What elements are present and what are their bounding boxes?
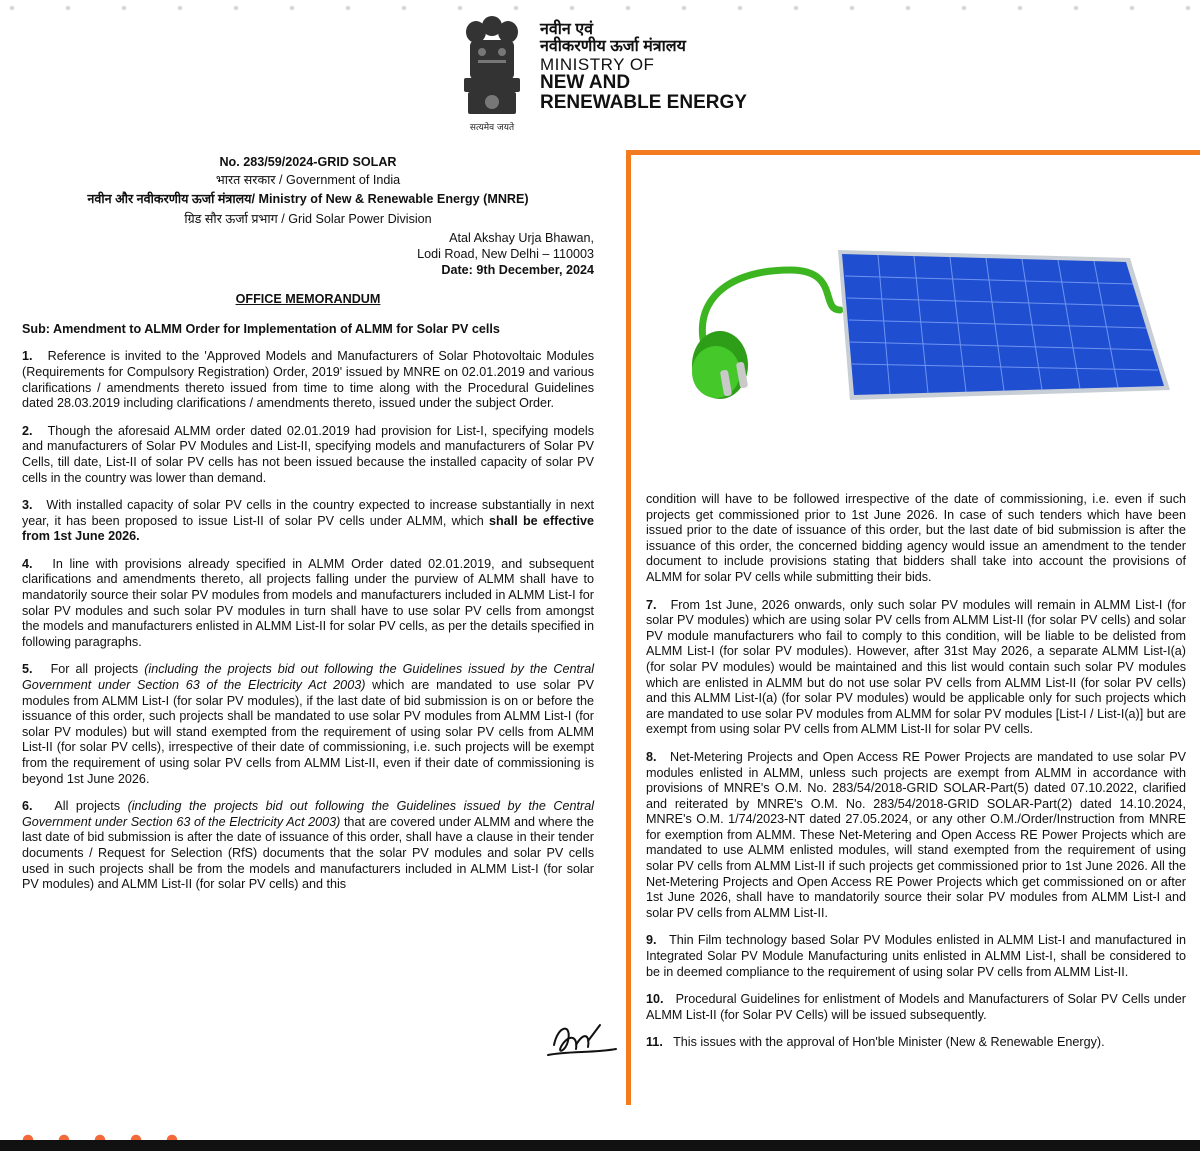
paragraph-11: 11. This issues with the approval of Hon'ble Minister (New & Renewable Energy). bbox=[646, 1035, 1105, 1050]
division-line: ग्रिड सौर ऊर्जा प्रभाग / Grid Solar Power Division bbox=[184, 211, 432, 226]
memo-right-column bbox=[646, 492, 1186, 1051]
ministry-title bbox=[540, 22, 747, 113]
orange-divider-horizontal bbox=[631, 150, 1200, 155]
signature bbox=[544, 1015, 620, 1065]
memo-subject: Sub: Amendment to ALMM Order for Implementation of ALMM for Solar PV cells bbox=[22, 321, 500, 336]
paragraph-5: 5. For all projects (including the projects bid out following the Guidelines issued by the Central Government under Section 63 of the Electricity Act 2003) which are mandated to use solar PV modules from ALMM List-I (for solar PV modules), if the last date of bid submission is on or before the issuance of this order, such projects shall be mandated to use solar PV modules from ALMM List-I (for solar PV modules) but will stand exempted from the requirement of using solar PV cells from ALMM List-II (for solar PV cells), irrespective of their date of commissioning, i.e. such projects will be exempt from the requirement of using solar PV cells from ALMM List-II, even if their date of commissioning is beyond 1st June 2026. bbox=[22, 662, 595, 786]
paragraph-1: 1. Reference is invited to the 'Approved Models and Manufacturers of Solar Photovoltaic Modules (Requirements for Compulsory Registration) Order, 2019' issued by MNRE on 02.01.2019 and various clarifications / amendments thereto issued from time to time along with the Procedural Guidelines dated 28.03.2019 including clarifications / amendments thereto, issued under the subject Order. bbox=[22, 349, 595, 411]
ministry-hindi-line1: नवीन एवं bbox=[540, 21, 593, 38]
solar-panel-icon bbox=[838, 250, 1170, 400]
paragraph-9: 9. Thin Film technology based Solar PV Modules enlisted in ALMM List-I and manufactured in Integrated Solar PV Module Manufacturing units enlisted in ALMM List-I, shall be considered to be in deemed compliance to the requirement of using solar PV cells from ALMM List-II. bbox=[646, 933, 1186, 979]
bottom-bar bbox=[0, 1140, 1200, 1151]
national-emblem-icon bbox=[454, 12, 530, 136]
memo-date: Date: 9th December, 2024 bbox=[441, 262, 594, 277]
paragraph-2: 2. Though the aforesaid ALMM order dated 02.01.2019 had provision for List-I, specifying models and manufacturers of Solar PV Modules and List-II, specifying models and manufacturers of Solar PV Cells, till date, List-II of solar PV cells has not been issued because the installed capacity of solar PV cells in the country was lower than demand. bbox=[22, 423, 594, 485]
orange-divider-vertical bbox=[626, 150, 631, 1105]
ministry-hindi-line2: नवीकरणीय ऊर्जा मंत्रालय bbox=[540, 37, 686, 55]
address-line2: Lodi Road, New Delhi – 110003 bbox=[417, 246, 594, 261]
bottom-dots-decoration bbox=[0, 1133, 200, 1140]
ministry-english-line1: MINISTRY OF bbox=[540, 54, 655, 74]
ministry-english-line2: NEW AND bbox=[540, 72, 631, 94]
paragraph-3: 3. With installed capacity of solar PV cells in the country expected to increase substantially in next year, it has been proposed to issue List-II of solar PV cells under ALMM, which shall be effective from 1st June 2026. bbox=[22, 498, 595, 544]
memo-heading: OFFICE MEMORANDUM bbox=[235, 292, 381, 307]
paragraph-6-continued: condition will have to be followed irrespective of the date of commissioning, i.e. even if such projects get commissioned prior to 1st June 2026. In case of such tenders which have been issued prior to the date of issuance of this order, but the last date of bid submission is after the issuance of this order, the concerned bidding agency would issue an amendment to the tender document to include provisions stating that bidders shall take into account the provisions of ALMM for solar PV cells while submitting their bids. bbox=[646, 492, 1186, 584]
green-plug-icon bbox=[692, 331, 748, 399]
paragraph-7: 7. From 1st June, 2026 onwards, only such solar PV modules will remain in ALMM List-I (for solar PV modules) which are using solar PV cells from ALMM List-II (for solar PV cells) and solar PV module manufacturers who fail to comply to this condition, will be liable to be delisted from ALMM List-I (for solar PV modules). However, after 31st May 2026, a separate ALMM List-I(a) (for solar PV modules) would be maintained and this list would contain such solar PV modules which are enlisted in ALMM but do not use solar PV cells from ALMM List-II (for solar PV cells) and this ALMM List-I(a) (for solar PV modules) would be applicable only for such projects which are mandated to use solar PV modules from ALMM for solar PV modules [List-I / List-I(a)] but are exempt from using solar PV cells from ALMM List-II for solar PV cells. bbox=[646, 597, 1187, 737]
ministry-english-line3: RENEWABLE ENERGY bbox=[540, 92, 747, 114]
government-line: भारत सरकार / Government of India bbox=[215, 172, 401, 187]
ministry-header bbox=[440, 12, 800, 142]
paragraph-8: 8. Net-Metering Projects and Open Access RE Power Projects are mandated to use solar PV modules enlisted in ALMM, unless such projects are exempt from ALMM in accordance with provisions of MNRE's O.M. No. 283/54/2018-GRID SOLAR-Part(5) dated 07.10.2022, clarified and reiterated by MNRE's O.M. No. 283/54/2018-GRID SOLAR-Part(2) dated 14.10.2024, MNRE's O.M. 1/74/2023-NT dated 27.05.2024, or any other O.M./Order/Instruction from MNRE for exemption from ALMM. These Net-Metering and Open Access RE Power Projects which are mandated to use ALMM enlisted modules, will stand exempted from the requirement of using solar PV cells from ALMM List-II if such projects get commissioned prior to 1st June 2026. All the Net-Metering Projects and Open Access RE Power Projects which get commissioned on or after 1st June 2026, shall have to mandatorily source their solar PV modules from ALMM List-I and solar PV cells from ALMM List-II. bbox=[646, 749, 1187, 920]
solar-panel-illustration bbox=[650, 240, 1180, 420]
address-line1: Atal Akshay Urja Bhawan, bbox=[449, 231, 594, 246]
paragraph-10: 10. Procedural Guidelines for enlistment of Models and Manufacturers of Solar PV Cells under ALMM List-II (for Solar PV Cells) will be issued subsequently. bbox=[646, 992, 1186, 1022]
paragraph-6: 6. All projects (including the projects bid out following the Guidelines issued by the Central Government under Section 63 of the Electricity Act 2003) that are covered under ALMM and where the last date of bid submission is after the date of issuance of this order, shall have a clause in their tender documents / Request for Selection (RfS) documents that the solar PV modules and solar PV cells used in such projects shall be from the models and manufacturers included in ALMM List-I (for solar PV modules) and ALMM List-II (for solar PV cells) and this bbox=[22, 799, 595, 892]
emblem-motto: सत्यमेव जयते bbox=[469, 123, 515, 133]
file-number: No. 283/59/2024-GRID SOLAR bbox=[219, 155, 397, 169]
ministry-line: नवीन और नवीकरणीय ऊर्जा मंत्रालय/ Ministry of New & Renewable Energy (MNRE) bbox=[87, 192, 529, 207]
memo-left-column bbox=[22, 155, 594, 893]
paragraph-4: 4. In line with provisions already specified in ALMM Order dated 02.01.2019, and subsequent clarifications and amendments thereto, all projects falling under the purview of ALMM shall have to mandatorily source their solar PV modules from models and manufacturers included in ALMM List-I for solar PV modules and such solar PV modules in turn shall have to use solar PV cells from amongst the models and manufacturers enlisted in ALMM List-II for solar PV cells, as per the details specified in following paragraphs. bbox=[22, 556, 595, 649]
